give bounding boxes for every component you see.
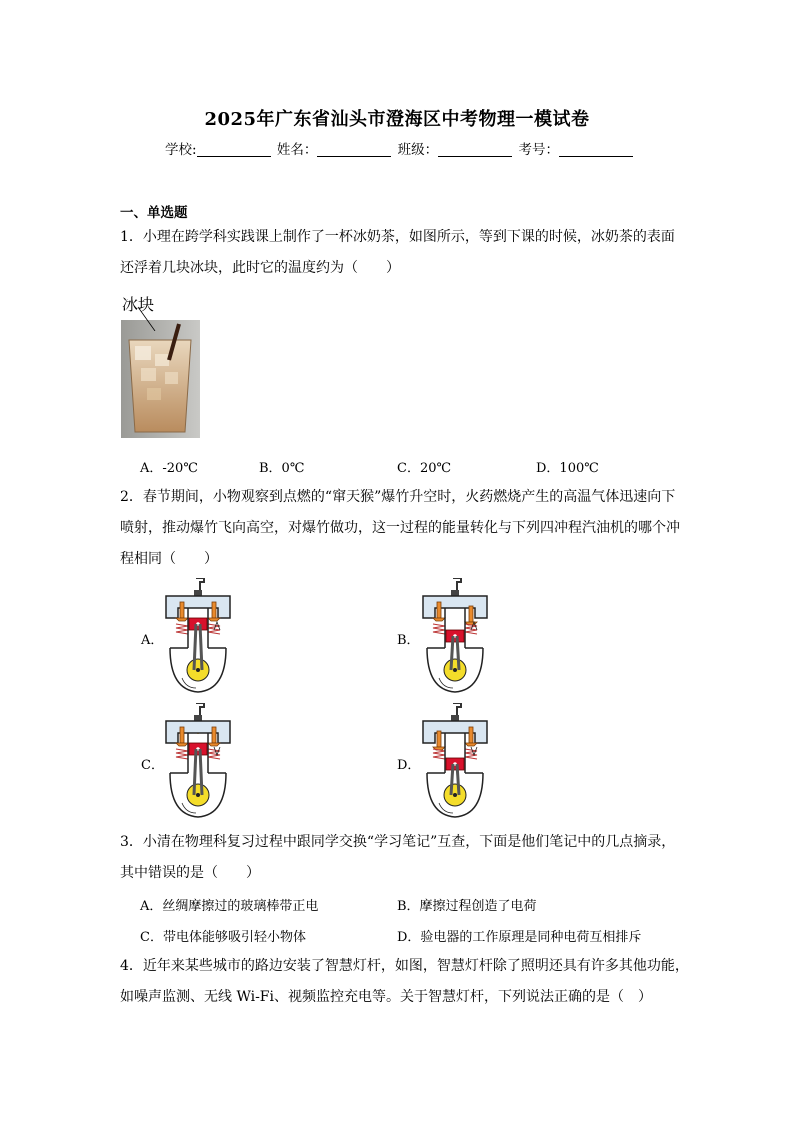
q2-label-b[interactable]: B． [397, 633, 420, 648]
engine-diagram-c[interactable] [160, 703, 232, 821]
q2-line2: 喷射，推动爆竹飞向高空，对爆竹做功，这一过程的能量转化与下列四冲程汽油机的哪个冲 [120, 520, 680, 536]
ice-label: 冰块 [122, 295, 155, 314]
q1-line1: 1．小理在跨学科实践课上制作了一杯冰奶茶，如图所示，等到下课的时候，冰奶茶的表面 [120, 229, 675, 245]
q2-label-d[interactable]: D． [397, 758, 421, 773]
name-label: 姓名： [276, 142, 318, 158]
ice-pointer-line [135, 291, 165, 331]
engine-diagram-b[interactable] [417, 578, 489, 696]
number-blank[interactable] [559, 142, 633, 157]
q4-line1: 4．近年来某些城市的路边安装了智慧灯杆，如图，智慧灯杆除了照明还具有许多其他功能， [120, 958, 689, 974]
school-blank[interactable] [197, 142, 271, 157]
q3-option-d[interactable]: D．验电器的工作原理是同种电荷互相排斥 [397, 930, 642, 945]
q2-label-c[interactable]: C． [141, 758, 164, 773]
page-title: 2025年广东省汕头市澄海区中考物理一模试卷 [204, 109, 590, 130]
student-info-line [165, 138, 635, 158]
q3-line2: 其中错误的是（ ） [120, 865, 260, 881]
q1-option-b[interactable]: B．0℃ [259, 461, 305, 476]
q3-option-c[interactable]: C．带电体能够吸引轻小物体 [140, 930, 306, 945]
engine-diagram-d[interactable] [417, 703, 489, 821]
q1-option-c[interactable]: C．20℃ [397, 461, 452, 476]
q2-line1: 2．春节期间，小物观察到点燃的“窜天猴”爆竹升空时，火药燃烧产生的高温气体迅速向下 [120, 489, 676, 505]
engine-diagram-a[interactable] [160, 578, 232, 696]
q3-option-a[interactable]: A．丝绸摩擦过的玻璃棒带正电 [140, 899, 319, 914]
q3-line1: 3．小清在物理科复习过程中跟同学交换“学习笔记”互查，下面是他们笔记中的几点摘录， [120, 834, 676, 850]
class-label: 班级： [397, 142, 439, 158]
q1-line2: 还浮着几块冰块，此时它的温度约为（ ） [120, 260, 400, 276]
iced-milk-tea-photo [121, 320, 200, 438]
class-blank[interactable] [438, 142, 512, 157]
q3-option-b[interactable]: B．摩擦过程创造了电荷 [397, 899, 537, 914]
q1-option-d[interactable]: D．100℃ [536, 461, 599, 476]
school-label: 学校: [165, 142, 197, 158]
number-label: 考号： [518, 142, 559, 158]
section-heading: 一、单选题 [120, 205, 188, 221]
q2-line3: 程相同（ ） [120, 551, 218, 567]
q2-label-a[interactable]: A． [141, 633, 164, 648]
q1-option-a[interactable]: A．-20℃ [140, 461, 198, 476]
q4-line2: 如噪声监测、无线 Wi-Fi、视频监控充电等。关于智慧灯杆，下列说法正确的是（ ） [120, 989, 652, 1005]
name-blank[interactable] [317, 142, 391, 157]
